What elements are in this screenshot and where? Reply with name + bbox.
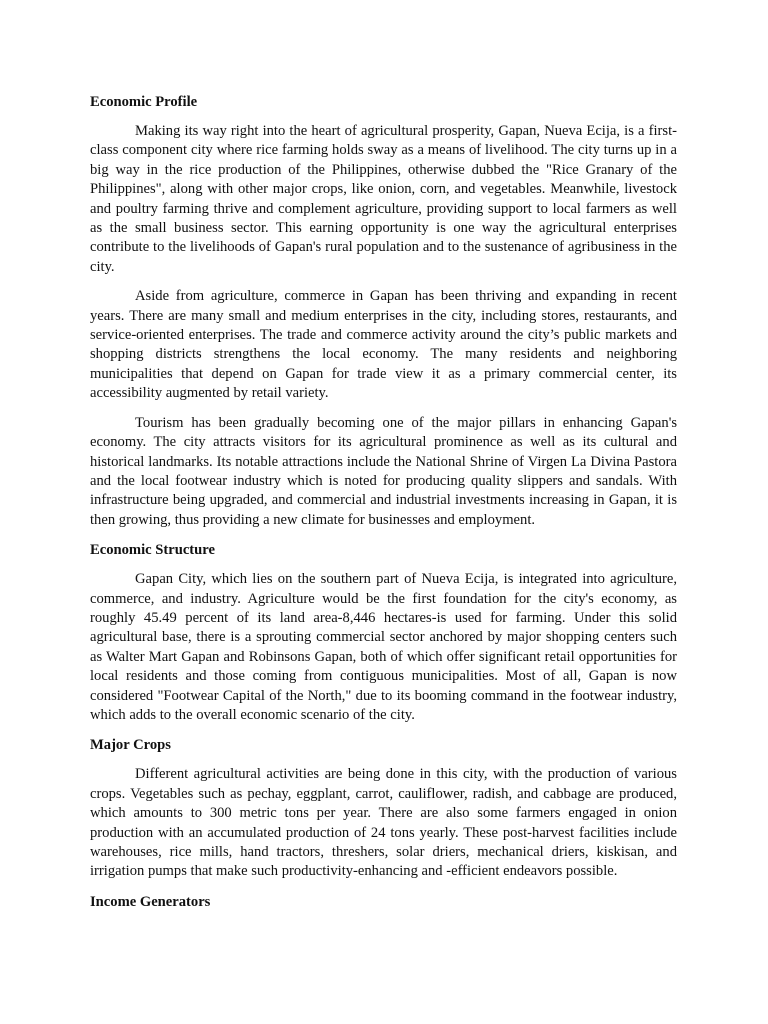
paragraph-economic-profile-3: Tourism has been gradually becoming one of the major pillars in enhancing Gapan's economy. The city attracts visitors for its agricultural prominence as well as its cultural and historical landmarks. Its notable attractions include the National Shrine of Virgen La Divina Pastora and the local footwear industry which is noted for producing quality slippers and sandals. With infrastructure being upgraded, and commercial and industrial investments increasing in Gapan, it is then growing, thus providing a new climate for businesses and employment. bbox=[90, 414, 677, 528]
document-page bbox=[90, 92, 677, 922]
heading-major-crops: Major Crops bbox=[90, 737, 171, 754]
paragraph-economic-structure-1: Gapan City, which lies on the southern part of Nueva Ecija, is integrated into agriculture, commerce, and industry. Agriculture would be the first foundation for the city's economy, as roughly 45.49 percent of its land area-8,446 hectares-is used for farming. Under this solid agricultural base, there is a sprouting commercial sector anchored by major shopping centers such as Walter Mart Gapan and Robinsons Gapan, both of which offer significant retail opportunities for local residents and those coming from contiguous municipalities. Most of all, Gapan is now considered "Footwear Capital of the North," due to its booming command in the footwear industry, which adds to the overall economic scenario of the city. bbox=[90, 571, 677, 723]
paragraph-economic-profile-1: Making its way right into the heart of agricultural prosperity, Gapan, Nueva Ecija, is a first-class component city where rice farming holds sway as a means of livelihood. The city turns up in a big way in the rice production of the Philippines, otherwise dubbed the "Rice Granary of the Philippines", along with other major crops, like onion, corn, and vegetables. Meanwhile, livestock and poultry farming thrive and complement agriculture, providing support to local farmers as well as the small business sector. This earning opportunity is one way the agricultural enterprises contribute to the livelihoods of Gapan's rural population and to the sustenance of agribusiness in the city. bbox=[90, 123, 677, 275]
paragraph-economic-profile-2: Aside from agriculture, commerce in Gapan has been thriving and expanding in recent years. There are many small and medium enterprises in the city, including stores, restaurants, and service-oriented enterprises. The trade and commerce activity around the city’s public markets and shopping districts strengthens the local economy. The many residents and neighboring municipalities that depend on Gapan for trade view it as a primary commercial center, its accessibility augmented by retail variety. bbox=[90, 288, 677, 402]
heading-economic-profile: Economic Profile bbox=[90, 94, 198, 110]
heading-economic-structure: Economic Structure bbox=[90, 542, 215, 559]
heading-income-generators: Income Generators bbox=[90, 893, 211, 910]
paragraph-major-crops-1: Different agricultural activities are being done in this city, with the production of various crops. Vegetables such as pechay, eggplant, carrot, cauliflower, radish, and cabbage are produced, which amounts to 300 metric tons per year. There are also some farmers engaged in onion production with an accumulated production of 24 tons yearly. These post-harvest facilities include warehouses, rice mills, hand tractors, threshers, solar driers, mechanical driers, kiskisan, and irrigation pumps that make such productivity-enhancing and -efficient endeavors possible. bbox=[90, 766, 677, 880]
